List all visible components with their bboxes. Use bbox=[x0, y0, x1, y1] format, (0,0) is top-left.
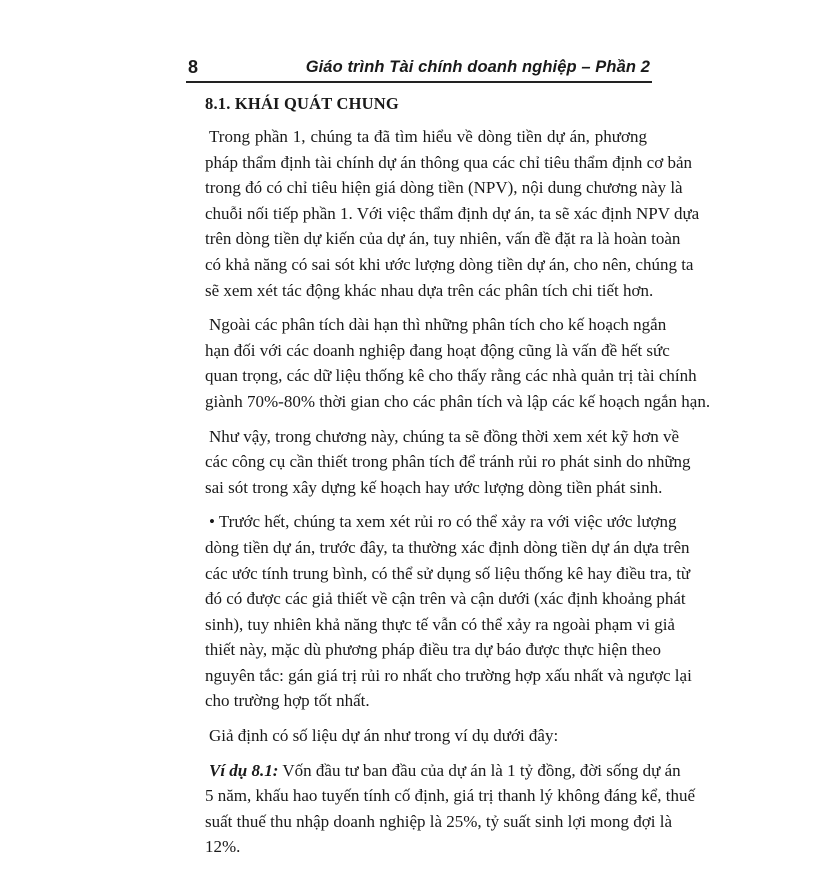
paragraph-line: Như vậy, trong chương này, chúng ta sẽ đồng thời xem xét kỹ hơn về bbox=[209, 426, 679, 446]
example-first-line-text: Vốn đầu tư ban đầu của dự án là 1 tỷ đồng, đời sống dự án bbox=[278, 760, 681, 780]
paragraph-line: sai sót trong xây dựng kế hoạch hay ước lượng dòng tiền phát sinh. bbox=[205, 477, 663, 497]
paragraph-line: Ngoài các phân tích dài hạn thì những phân tích cho kế hoạch ngắn bbox=[209, 315, 667, 335]
paragraph-line: chuỗi nối tiếp phần 1. Với việc thẩm định dự án, ta sẽ xác định NPV dựa bbox=[205, 203, 700, 223]
paragraph-line: thiết này, mặc dù phương pháp điều tra dự báo được thực hiện theo bbox=[205, 640, 661, 660]
paragraph-line: đó có được các giả thiết về cận trên và cận dưới (xác định khoảng phát bbox=[205, 589, 686, 609]
paragraph-line: pháp thẩm định tài chính dự án thông qua các chỉ tiêu thẩm định cơ bản bbox=[205, 152, 692, 172]
paragraph bbox=[205, 124, 700, 303]
example-paragraph bbox=[205, 758, 696, 860]
example-line: 12%. bbox=[205, 837, 241, 857]
running-title: Giáo trình Tài chính doanh nghiệp – Phần 2 bbox=[305, 58, 650, 76]
page-header bbox=[186, 57, 652, 83]
paragraphs bbox=[205, 124, 711, 749]
paragraph-line: hạn đối với các doanh nghiệp đang hoạt động cũng là vấn đề hết sức bbox=[205, 340, 670, 360]
paragraph-line: giành 70%-80% thời gian cho các phân tích và lập các kế hoạch ngắn hạn. bbox=[205, 391, 711, 411]
paragraph bbox=[205, 509, 692, 714]
paragraph-line: quan trọng, các dữ liệu thống kê cho thấy rằng các nhà quản trị tài chính bbox=[205, 366, 697, 386]
paragraph-line: trong đó có chỉ tiêu hiện giá dòng tiền (NPV), nội dung chương này là bbox=[205, 178, 683, 198]
body-text bbox=[205, 90, 711, 869]
paragraph-line: có khả năng có sai sót khi ước lượng dòng tiền dự án, cho nên, chúng ta bbox=[205, 254, 694, 274]
paragraph-line: các công cụ cần thiết trong phân tích để tránh rủi ro phát sinh do những bbox=[205, 452, 691, 472]
example-label: Ví dụ 8.1: bbox=[209, 760, 279, 780]
paragraph-line: dòng tiền dự án, trước đây, ta thường xác định dòng tiền dự án dựa trên bbox=[205, 537, 690, 557]
paragraph bbox=[205, 312, 711, 414]
paragraph-line: cho trường hợp tốt nhất. bbox=[205, 691, 370, 711]
paragraph-line: trên dòng tiền dự kiến của dự án, tuy nhiên, vấn đề đặt ra là hoàn toàn bbox=[205, 229, 681, 249]
paragraph-line: Giả định có số liệu dự án như trong ví dụ dưới đây: bbox=[209, 726, 559, 746]
example-first-line bbox=[205, 758, 681, 784]
paragraph-line: sinh), tuy nhiên khả năng thực tế vẫn có thể xảy ra ngoài phạm vi giả bbox=[205, 614, 675, 634]
page-number: 8 bbox=[188, 57, 199, 77]
paragraph-line: sẽ xem xét tác động khác nhau dựa trên các phân tích chi tiết hơn. bbox=[205, 280, 654, 300]
example-line: suất thuế thu nhập doanh nghiệp là 25%, tỷ suất sinh lợi mong đợi là bbox=[205, 811, 673, 831]
paragraph bbox=[205, 723, 647, 749]
paragraph-line: các ước tính trung bình, có thể sử dụng số liệu thống kê hay điều tra, từ bbox=[205, 563, 691, 583]
paragraph-line: Trong phần 1, chúng ta đã tìm hiểu về dòng tiền dự án, phương bbox=[209, 127, 647, 146]
paragraph-line: • Trước hết, chúng ta xem xét rủi ro có thể xảy ra với việc ước lượng bbox=[209, 512, 677, 532]
section-heading: 8.1. KHÁI QUÁT CHUNG bbox=[205, 94, 399, 113]
paragraph bbox=[205, 424, 691, 501]
paragraph-line: nguyên tắc: gán giá trị rủi ro nhất cho trường hợp xấu nhất và ngược lại bbox=[205, 665, 692, 685]
example-line: 5 năm, khấu hao tuyến tính cố định, giá trị thanh lý không đáng kể, thuế bbox=[205, 786, 696, 806]
